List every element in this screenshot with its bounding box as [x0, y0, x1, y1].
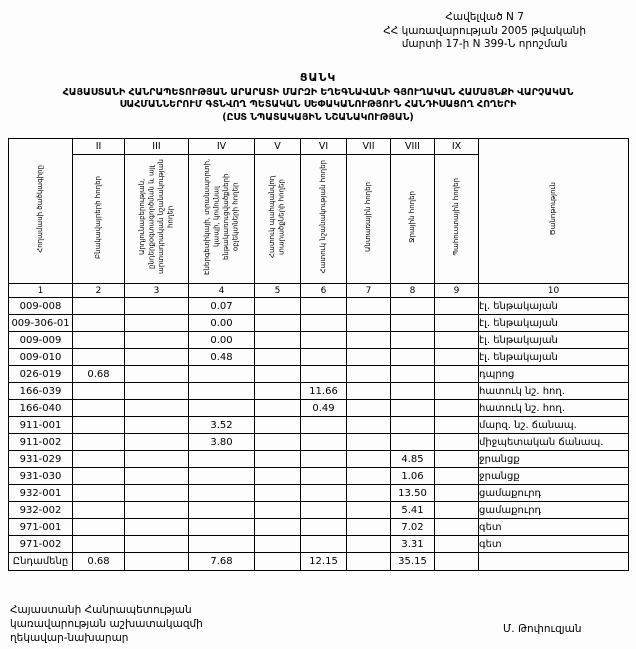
cell-value: [435, 298, 479, 315]
total-value: [255, 553, 301, 571]
cell-value: [435, 349, 479, 366]
cell-value: [435, 519, 479, 536]
cell-value: 3.80: [189, 434, 255, 451]
row-note: էլ. ենթակայան: [479, 332, 629, 349]
total-value: 0.68: [73, 553, 125, 571]
row-note: հատուկ նշ. հող.: [479, 383, 629, 400]
cell-value: [73, 519, 125, 536]
row-code: 166-040: [9, 400, 73, 417]
cell-value: [347, 434, 391, 451]
cell-value: [391, 383, 435, 400]
cell-value: [255, 502, 301, 519]
cell-value: [125, 502, 189, 519]
cell-value: 7.02: [391, 519, 435, 536]
cell-value: 0.49: [301, 400, 347, 417]
cell-value: [189, 536, 255, 553]
cell-value: [255, 434, 301, 451]
cell-value: [125, 400, 189, 417]
cell-value: [301, 315, 347, 332]
cell-value: [347, 298, 391, 315]
row-note: էլ. ենթակայան: [479, 298, 629, 315]
cell-value: [435, 315, 479, 332]
total-value: 35.15: [391, 553, 435, 571]
column-number: 2: [73, 284, 125, 298]
cell-value: [301, 434, 347, 451]
cell-value: [435, 366, 479, 383]
row-note: էլ. ենթակայան: [479, 315, 629, 332]
table-row: [9, 383, 629, 400]
cell-value: [435, 502, 479, 519]
title-line-2: ՍԱՀՄԱՆՆԵՐՈՒՄ ԳՏՆՎՈՂ ՊԵՏԱԿԱՆ ՍԵՓԱԿԱՆՈՒԹՅՈՒՆ ՀԱՆԴԻՍԱՑՈՂ ՀՈՂԵՐԻ: [119, 99, 517, 111]
land-category-header: [301, 155, 347, 284]
cell-value: [301, 502, 347, 519]
cell-value: [125, 451, 189, 468]
cell-value: [347, 451, 391, 468]
cell-value: [189, 485, 255, 502]
row-code: 931-030: [9, 468, 73, 485]
cell-value: [125, 434, 189, 451]
row-note: ջրանցք: [479, 451, 629, 468]
decision-reference-line-1: ՀՀ կառավարության 2005 թվականի: [383, 24, 586, 37]
cell-value: [125, 536, 189, 553]
cell-value: [255, 485, 301, 502]
cell-value: [435, 536, 479, 553]
table-row: [9, 349, 629, 366]
cell-value: [435, 383, 479, 400]
roman-numeral: VIII: [391, 139, 435, 155]
cell-value: [255, 451, 301, 468]
cell-value: 3.31: [391, 536, 435, 553]
signatory-line-1: Հայաստանի Հանրապետության: [10, 604, 192, 616]
header-plot-code: [9, 139, 73, 284]
land-category-header-label: Արդյունաբերության, ընդերքօգտագործման և այլ արտադրական նշանակության հողեր: [137, 159, 174, 275]
cell-value: [435, 434, 479, 451]
land-category-header-label: Էներգետիկայի, տրանսպորտի, կապի, կոմունալ ենթակառուցվածքների օբյեկտների հողեր: [202, 158, 239, 276]
cell-value: 0.00: [189, 332, 255, 349]
row-note: մարզ. նշ. ճանապ.: [479, 417, 629, 434]
cell-value: [255, 383, 301, 400]
row-code: 911-001: [9, 417, 73, 434]
header-plot-code-label: Հողամասի ծածկագիրը: [35, 165, 44, 253]
roman-numeral: III: [125, 139, 189, 155]
cell-value: [391, 366, 435, 383]
cell-value: [347, 315, 391, 332]
cell-value: [125, 383, 189, 400]
row-note: ջրանցք: [479, 468, 629, 485]
cell-value: [255, 468, 301, 485]
land-category-header: [125, 155, 189, 284]
table-row: [9, 536, 629, 553]
cell-value: [347, 383, 391, 400]
cell-value: [301, 417, 347, 434]
land-category-header-label: Անտառային հողեր: [363, 182, 372, 252]
cell-value: [255, 366, 301, 383]
cell-value: [301, 298, 347, 315]
cell-value: [435, 451, 479, 468]
cell-value: 1.06: [391, 468, 435, 485]
cell-value: [347, 468, 391, 485]
row-note: միջպետական ճանապ.: [479, 434, 629, 451]
land-category-header-label: Հատուկ նշանակության հողեր: [318, 160, 327, 274]
signatory-name: Մ. Թոփուզյան: [503, 623, 582, 635]
row-code: 009-010: [9, 349, 73, 366]
table-head: [9, 139, 629, 298]
cell-value: 13.50: [391, 485, 435, 502]
cell-value: 4.85: [391, 451, 435, 468]
land-category-header: [391, 155, 435, 284]
row-note: գետ: [479, 519, 629, 536]
cell-value: [255, 536, 301, 553]
cell-value: 5.41: [391, 502, 435, 519]
roman-numeral: VI: [301, 139, 347, 155]
cell-value: [301, 485, 347, 502]
cell-value: [189, 400, 255, 417]
roman-numeral: IV: [189, 139, 255, 155]
total-value: 12.15: [301, 553, 347, 571]
row-note: հատուկ նշ. հող.: [479, 400, 629, 417]
cell-value: [255, 349, 301, 366]
cell-value: [255, 298, 301, 315]
cell-value: [73, 332, 125, 349]
cell-value: [301, 536, 347, 553]
cell-value: 3.52: [189, 417, 255, 434]
cell-value: [73, 349, 125, 366]
cell-value: [301, 519, 347, 536]
cell-value: [189, 366, 255, 383]
cell-value: [391, 400, 435, 417]
total-value: [347, 553, 391, 571]
row-code: 932-002: [9, 502, 73, 519]
land-category-header-label: Ջրային հողեր: [407, 191, 416, 243]
column-number: 9: [435, 284, 479, 298]
land-category-header-label: Պահուստային հողեր: [451, 178, 460, 256]
row-note: էլ. ենթակայան: [479, 349, 629, 366]
column-number-row: [9, 284, 629, 298]
cell-value: 0.00: [189, 315, 255, 332]
row-code: 009-009: [9, 332, 73, 349]
cell-value: 0.48: [189, 349, 255, 366]
roman-numeral: II: [73, 139, 125, 155]
cell-value: [73, 315, 125, 332]
cell-value: [125, 298, 189, 315]
total-note: [479, 553, 629, 571]
cell-value: [189, 468, 255, 485]
column-number: 10: [479, 284, 629, 298]
cell-value: [189, 451, 255, 468]
cell-value: [189, 502, 255, 519]
cell-value: [347, 519, 391, 536]
roman-numeral: IX: [435, 139, 479, 155]
table-row: [9, 485, 629, 502]
cell-value: [73, 468, 125, 485]
row-code: 971-002: [9, 536, 73, 553]
signatory-line-3: ղեկավար-նախարար: [10, 632, 129, 645]
land-category-header-label: Բնակավայրերի հողեր: [93, 175, 102, 259]
row-code: 166-039: [9, 383, 73, 400]
row-note: գետ: [479, 536, 629, 553]
total-value: [435, 553, 479, 571]
land-category-header: [255, 155, 301, 284]
title-line-3: (ԸՍՏ ՆՊԱՏԱԿԱՅԻՆ ՆՇԱՆԱԿՈՒԹՅԱՆ): [222, 111, 414, 123]
cell-value: [435, 400, 479, 417]
cell-value: [125, 519, 189, 536]
land-category-header: [73, 155, 125, 284]
cell-value: [73, 502, 125, 519]
table-body: [9, 298, 629, 571]
cell-value: [125, 315, 189, 332]
column-number: 8: [391, 284, 435, 298]
cell-value: [391, 298, 435, 315]
row-code: 026-019: [9, 366, 73, 383]
cell-value: [189, 519, 255, 536]
cell-value: [73, 451, 125, 468]
cell-value: [301, 451, 347, 468]
cell-value: [73, 536, 125, 553]
row-code: 931-029: [9, 451, 73, 468]
cell-value: [301, 468, 347, 485]
cell-value: [347, 349, 391, 366]
roman-numeral-row: [9, 139, 629, 155]
decision-reference-line-2: մարտի 17-ի N 399-Ն որոշման: [401, 38, 568, 51]
header-note: [479, 139, 629, 284]
row-note: ցամաքուրդ: [479, 502, 629, 519]
table-row: [9, 417, 629, 434]
cell-value: 0.07: [189, 298, 255, 315]
cell-value: [391, 315, 435, 332]
row-code: 932-001: [9, 485, 73, 502]
cell-value: [189, 383, 255, 400]
cell-value: [73, 383, 125, 400]
table-row: [9, 400, 629, 417]
land-category-header: [347, 155, 391, 284]
document-reference-block: [383, 11, 586, 52]
cell-value: [347, 332, 391, 349]
land-category-header-label: Հատուկ պահպանվող տարածքների հողեր: [268, 175, 286, 259]
document-title-block: [0, 71, 636, 124]
cell-value: [255, 417, 301, 434]
table-row: [9, 366, 629, 383]
signatory-line-2: կառավարության աշխատակազմի: [10, 618, 203, 631]
land-registry-table: [8, 138, 629, 571]
cell-value: 11.66: [301, 383, 347, 400]
column-number: 3: [125, 284, 189, 298]
cell-value: [301, 349, 347, 366]
appendix-number: Հավելված N 7: [445, 11, 524, 23]
title-caption: ՑԱՆԿ: [299, 71, 337, 84]
total-value: [125, 553, 189, 571]
cell-value: [125, 349, 189, 366]
column-number: 4: [189, 284, 255, 298]
cell-value: [255, 400, 301, 417]
total-row: [9, 553, 629, 571]
cell-value: [391, 417, 435, 434]
cell-value: [391, 434, 435, 451]
header-note-label: Ծանոթություն: [548, 182, 557, 236]
row-code: 009-008: [9, 298, 73, 315]
cell-value: [301, 366, 347, 383]
cell-value: [391, 332, 435, 349]
cell-value: [125, 468, 189, 485]
table-row: [9, 298, 629, 315]
row-code: 911-002: [9, 434, 73, 451]
column-number: 1: [9, 284, 73, 298]
roman-numeral: VII: [347, 139, 391, 155]
table-row: [9, 315, 629, 332]
cell-value: [125, 332, 189, 349]
cell-value: [125, 366, 189, 383]
column-number: 6: [301, 284, 347, 298]
row-code: 009-306-01: [9, 315, 73, 332]
total-label: Ընդամենը: [9, 553, 73, 571]
cell-value: [125, 417, 189, 434]
cell-value: [255, 519, 301, 536]
cell-value: [125, 485, 189, 502]
cell-value: [347, 417, 391, 434]
cell-value: [255, 332, 301, 349]
row-note: ցամաքուրդ: [479, 485, 629, 502]
cell-value: [391, 349, 435, 366]
column-number: 5: [255, 284, 301, 298]
cell-value: [347, 485, 391, 502]
cell-value: [73, 298, 125, 315]
row-note: դպրոց: [479, 366, 629, 383]
cell-value: [435, 417, 479, 434]
cell-value: [347, 502, 391, 519]
cell-value: [255, 315, 301, 332]
cell-value: [73, 434, 125, 451]
cell-value: [347, 366, 391, 383]
column-number: 7: [347, 284, 391, 298]
table-row: [9, 502, 629, 519]
cell-value: [301, 332, 347, 349]
table-row: [9, 519, 629, 536]
title-line-1: ՀԱՅԱՍՏԱՆԻ ՀԱՆՐԱՊԵՏՈՒԹՅԱՆ ԱՐԱՐԱՏԻ ՄԱՐԶԻ ԵՂԵԳՆԱՎԱՆԻ ԳՅՈՒՂԱԿԱՆ ՀԱՄԱՅՆՔԻ ՎԱՐՉԱԿԱՆ: [62, 87, 574, 98]
cell-value: 0.68: [73, 366, 125, 383]
total-value: 7.68: [189, 553, 255, 571]
cell-value: [347, 536, 391, 553]
cell-value: [347, 400, 391, 417]
cell-value: [435, 485, 479, 502]
row-code: 971-001: [9, 519, 73, 536]
roman-numeral: V: [255, 139, 301, 155]
signatory-title-block: [10, 603, 203, 646]
table-row: [9, 451, 629, 468]
cell-value: [435, 332, 479, 349]
land-category-header: [189, 155, 255, 284]
cell-value: [73, 417, 125, 434]
cell-value: [73, 485, 125, 502]
table-row: [9, 468, 629, 485]
cell-value: [73, 400, 125, 417]
table-row: [9, 332, 629, 349]
cell-value: [435, 468, 479, 485]
table-row: [9, 434, 629, 451]
land-category-header: [435, 155, 479, 284]
